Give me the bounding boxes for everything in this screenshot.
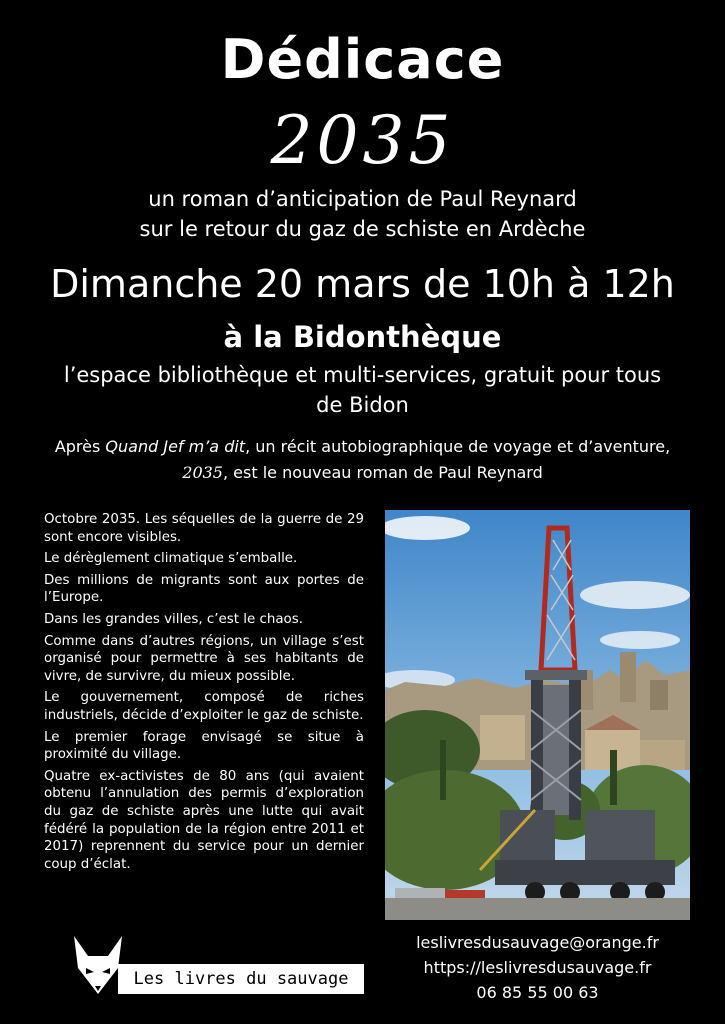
subtitle-line-1: un roman d’anticipation de Paul Reynard [148, 187, 577, 211]
synopsis-paragraph: Comme dans d’autres régions, un village s’est organisé pour permettre à ses habitants de vivre, de survivre, du mieux possible. [44, 633, 364, 684]
subtitle-line-2: sur le retour du gaz de schiste en Ardèche [139, 217, 586, 241]
venue-desc-line-1: l’espace bibliothèque et multi-services, gratuit pour tous [63, 363, 662, 387]
synopsis [44, 511, 364, 877]
contact-info [385, 930, 690, 1005]
event-title: Dédicace [220, 28, 505, 91]
publisher-logo [68, 934, 368, 998]
drilling-rig-photo [385, 510, 690, 920]
book-title: 2035 [270, 102, 455, 179]
contact-website[interactable]: https://leslivresdusauvage.fr [423, 958, 652, 977]
publisher-name: Les livres du sauvage [118, 964, 364, 994]
intro-suffix: , est le nouveau roman de Paul Reynard [222, 463, 543, 482]
synopsis-paragraph: Octobre 2035. Les séquelles de la guerre de 29 sont encore visibles. [44, 512, 364, 545]
synopsis-paragraph: Des millions de migrants sont aux portes de l’Europe. [44, 572, 364, 606]
synopsis-paragraph: Le gouvernement, composé de riches industriels, décide d’exploiter le gaz de schiste. [44, 690, 364, 723]
event-datetime: Dimanche 20 mars de 10h à 12h [50, 262, 675, 306]
synopsis-paragraph: Le premier forage envisagé se situe à proximité du village. [44, 729, 364, 763]
intro-book-year: 2035 [182, 463, 223, 482]
contact-email[interactable]: leslivresdusauvage@orange.fr [416, 933, 659, 952]
event-venue: à la Bidonthèque [223, 320, 502, 354]
synopsis-paragraph: Le dérèglement climatique s’emballe. [44, 551, 298, 567]
book-subtitle [0, 184, 725, 244]
synopsis-paragraph: Dans les grandes villes, c’est le chaos. [44, 611, 303, 627]
intro-prefix: Après [54, 437, 106, 456]
venue-desc-line-2: de Bidon [316, 393, 409, 417]
intro-text [0, 434, 725, 486]
intro-middle: , un récit autobiographique de voyage et d’aventure, [245, 437, 671, 456]
intro-prev-book: Quand Jef m’a dit [105, 437, 246, 456]
venue-description [0, 360, 725, 420]
synopsis-paragraph: Quatre ex-activistes de 80 ans (qui avaient obtenu l’annulation des permis d’exploration du gaz de schiste après une lutte qui avait fédéré la population de la région entre 2011 et 2017) reprennent du service pour un dernier coup d’éclat. [44, 768, 364, 872]
contact-phone: 06 85 55 00 63 [476, 983, 599, 1002]
